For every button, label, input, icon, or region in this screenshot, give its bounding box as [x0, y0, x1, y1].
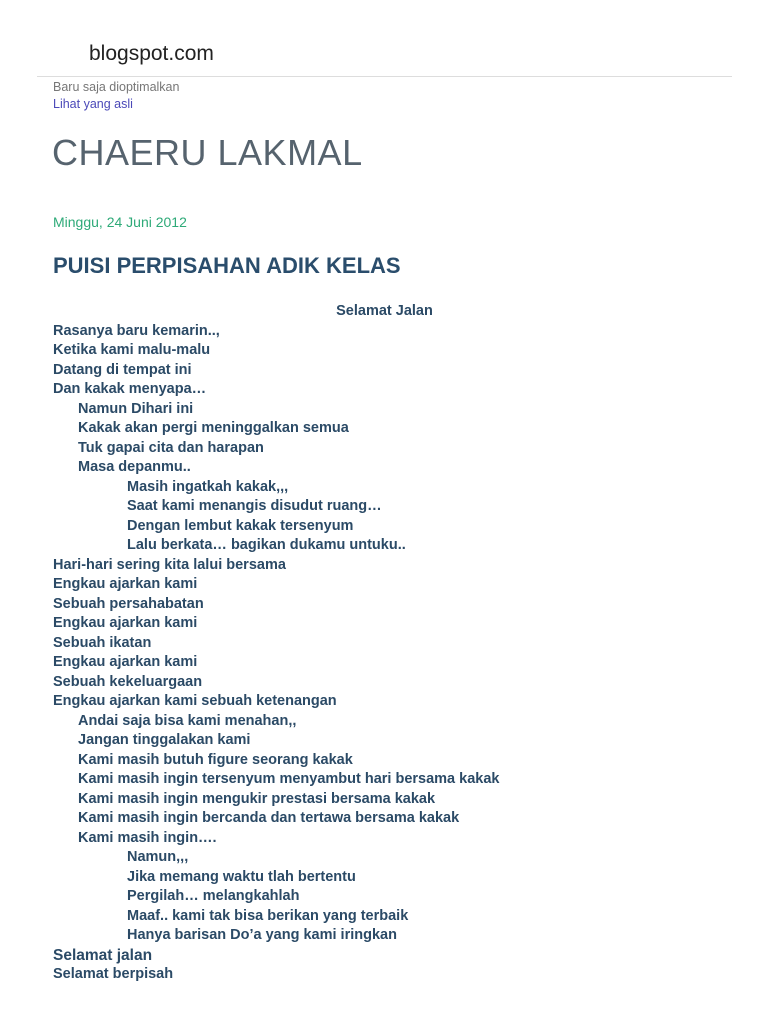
poem-title: Selamat Jalan — [336, 303, 433, 319]
poem-line: Datang di tempat ini — [53, 361, 192, 378]
poem-body — [53, 302, 733, 985]
poem-line: Engkau ajarkan kami — [53, 654, 198, 670]
poem-line: Engkau ajarkan kami — [53, 615, 198, 631]
poem-line: Namun,,, — [127, 849, 189, 865]
poem-line: Hanya barisan Do’a yang kami iringkan — [127, 927, 397, 943]
poem-line: Kami masih ingin bercanda dan tertawa bersama kakak — [78, 810, 460, 826]
poem-line: Pergilah… melangkahlah — [127, 888, 300, 904]
poem-line: Sebuah ikatan — [53, 634, 152, 651]
poem-line: Sebuah kekeluargaan — [53, 673, 203, 690]
poem-line: Andai saja bisa kami menahan,, — [78, 712, 297, 729]
poem-line: Rasanya baru kemarin.., — [53, 322, 220, 339]
poem-line: Engkau ajarkan kami sebuah ketenangan — [53, 693, 337, 709]
poem-line: Sebuah persahabatan — [53, 595, 204, 612]
view-original-link[interactable]: Lihat yang asli — [53, 97, 133, 111]
poem-line: Masih ingatkah kakak,,, — [127, 478, 289, 495]
poem-line: Jika memang waktu tlah bertentu — [127, 868, 356, 885]
poem-line: Jangan tinggalakan kami — [78, 732, 251, 748]
poem-line: Kami masih ingin mengukir prestasi bersama kakak — [78, 790, 436, 807]
poem-line: Kami masih butuh figure seorang kakak — [78, 751, 353, 768]
poem-line: Selamat berpisah — [53, 966, 174, 982]
optimized-notice: Baru saja dioptimalkan — [53, 80, 180, 94]
poem-line: Lalu berkata… bagikan dukamu untuku.. — [127, 537, 406, 553]
header-divider — [37, 76, 732, 77]
poem-line: Kakak akan pergi meninggalkan semua — [78, 420, 349, 436]
poem-line: Hari-hari sering kita lalui bersama — [53, 556, 286, 573]
poem-line: Engkau ajarkan kami — [53, 576, 198, 592]
blog-title[interactable]: CHAERU LAKMAL — [52, 132, 363, 173]
poem-line: Selamat jalan — [53, 946, 153, 964]
poem-line: Dan kakak menyapa… — [53, 381, 207, 397]
poem-line: Maaf.. kami tak bisa berikan yang terbaik — [127, 907, 409, 924]
poem-line: Tuk gapai cita dan harapan — [78, 439, 264, 456]
poem-line: Kami masih ingin…. — [78, 829, 217, 846]
post-title[interactable]: PUISI PERPISAHAN ADIK KELAS — [53, 253, 401, 278]
poem-line: Dengan lembut kakak tersenyum — [127, 517, 354, 534]
poem-line: Saat kami menangis disudut ruang… — [127, 498, 382, 514]
post-date: Minggu, 24 Juni 2012 — [53, 214, 187, 230]
poem-line: Kami masih ingin tersenyum menyambut hari bersama kakak — [78, 771, 500, 787]
site-domain: blogspot.com — [89, 42, 214, 65]
poem-line: Ketika kami malu-malu — [53, 342, 211, 358]
poem-line: Namun Dihari ini — [78, 400, 194, 417]
poem-line: Masa depanmu.. — [78, 459, 191, 475]
